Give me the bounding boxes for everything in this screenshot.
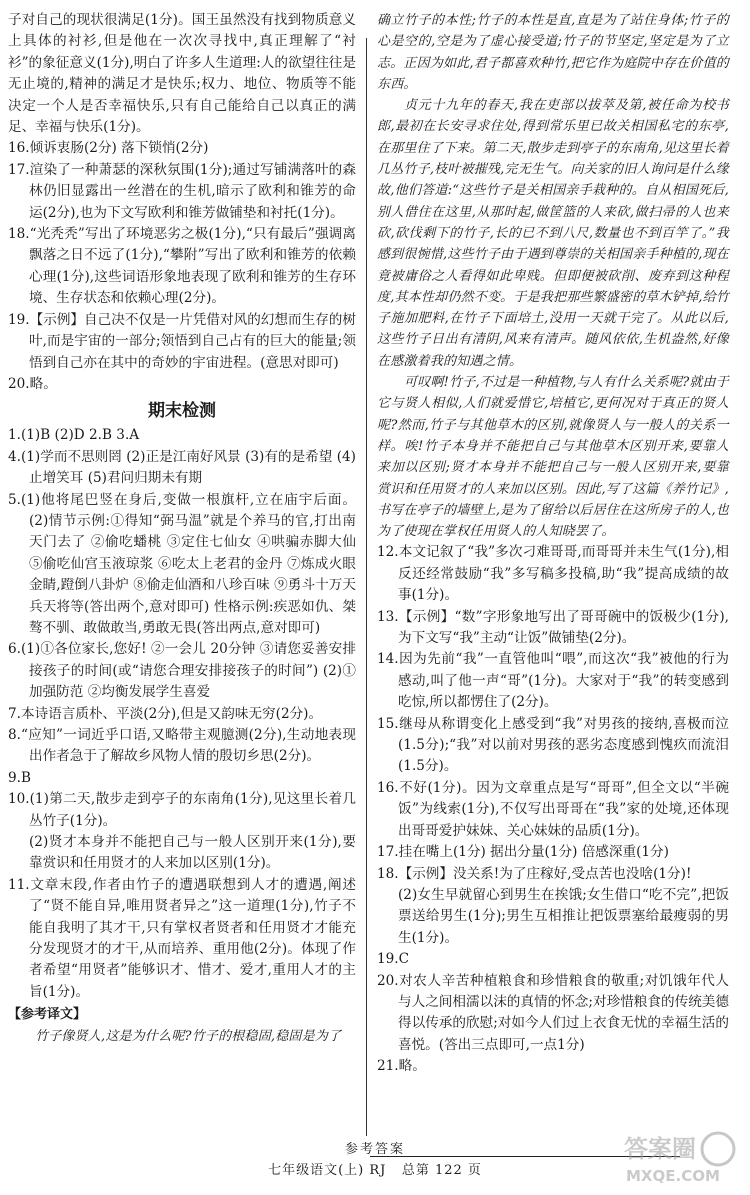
answer-paragraph: 18.“光秃秃”写出了环境恶劣之极(1分),“只有最后”强调离飘落之日不远了(1分),“攀附”写出了欧利和锥芳的依赖心理(1分),这些词语形象地表现了欧利和锥芳的生存环境、生存状态和依赖心理(2分)。 bbox=[8, 226, 356, 307]
section-heading: 期末检测 bbox=[148, 401, 216, 422]
footer-page-number: 总第 122 页 bbox=[401, 1163, 482, 1178]
answer-paragraph: 18.【示例】没关系!为了庄稼好,受点苦也没啥(1分)! bbox=[377, 865, 692, 882]
answer-paragraph: 8.“应知”一词近乎口语,又略带主观臆测(2分),生动地表现出作者急于了解故乡风物人情的殷切乡思(2分)。 bbox=[8, 727, 356, 765]
left-column bbox=[8, 10, 356, 1047]
answer-paragraph: 7.本诗语言质朴、平淡(2分),但是又韵味无穷(2分)。 bbox=[8, 705, 323, 722]
answer-paragraph: 19.【示例】自己决不仅是一片凭借对风的幻想而生存的树叶,而是宇宙的一部分;领悟到自己占有的巨大的能量;领悟到自己亦在其中的奇妙的宇宙进程。(意思对即可) bbox=[8, 311, 356, 371]
answer-paragraph: 1.(1)B (2)D 2.B 3.A bbox=[8, 427, 140, 444]
answer-paragraph: 13.【示例】“数”字形象地写出了哥哥碗中的饭极少(1分),为下文写“我”主动“让饭”做铺垫(2分)。 bbox=[377, 608, 729, 647]
answer-paragraph: 12.本文记叙了“我”多次刁难哥哥,而哥哥并未生气(1分),相反还经常鼓励“我”多写稿多投稿,助“我”提高成绩的故事(1分)。 bbox=[377, 544, 729, 604]
footer-title: 参考答案 bbox=[344, 1142, 405, 1157]
answer-paragraph: 贞元十九年的春天,我在吏部以拔萃及第,被任命为校书郎,最初在长安寻求住处,得到常乐里已故关相国私宅的东亭,在那里住了下来。第二天,散步走到亭子的东南角,见这里长着几丛竹子,枝叶被摧残,完无生气。向关家的旧人询问是什么缘故,他们答道:“这些竹子是关相国亲手栽种的。自从相国死后,别人借住在这里,从那时起,做筐篮的人来砍,做扫帚的人也来砍,砍伐剩下的竹子,长的已不到八尺,数量也不到百竿了。”我感到很惋惜,这些竹子由于遇到尊崇的关相国亲手种植的,现在竟被庸俗之人看得如此卑贱。但即便被砍削、废弃到这种程度,其本性却仍然不变。于是我把那些繁盛密的草木铲掉,给竹子施加肥料,在竹子下面培土,没用一天就干完了。从此以后,这些竹子日出有清阴,风来有清声。随风依依,生机盎然,好像在感激着我的知遇之情。 bbox=[377, 98, 729, 369]
answer-paragraph: (2)女生早就留心到男生在挨饿;女生借口“吃不完”,把饭票送给男生(1分);男生互相推让把饭票塞给最瘦弱的男生(1分)。 bbox=[398, 886, 729, 946]
answer-paragraph: (2)贤才本身并不能把自己与一般人区别开来(1分),要靠赏识和任用贤才的人来加以区别(1分)。 bbox=[29, 834, 356, 872]
answer-paragraph: 14.因为先前“我”一直管他叫“喂”,而这次“我”被他的行为感动,叫了他一声“哥”(1分)。大家对于“我”的转变感到吃惊,所以都愣住了(2分)。 bbox=[377, 651, 729, 711]
footer-book: 七年级语文(上) RJ bbox=[268, 1163, 387, 1178]
svg-text:答案圈: 答案圈 bbox=[624, 1135, 696, 1163]
answer-paragraph: 21.略。 bbox=[377, 1058, 426, 1075]
answer-paragraph: 19.C bbox=[377, 951, 410, 968]
watermark-logo bbox=[620, 1127, 738, 1187]
answer-paragraph: 竹子像贤人,这是为什么呢?竹子的根稳固,稳固是为了 bbox=[35, 1028, 342, 1044]
answer-paragraph: 6.(1)①各位家长,您好! ②一会儿 20分钟 ③请您妥善安排接孩子的时间(或“请您合理安排接孩子的时间”) (2)①加强防范 ②均衡发展学生喜爱 bbox=[8, 641, 356, 701]
answer-paragraph: 子对自己的现状很满足(1分)。国王虽然没有找到物质意义上具体的衬衫,但是他在一次次寻找中,真正理解了“衬衫”的象征意义(1分),明白了许多人生道理:人的欲望往往是无止境的,精神的满足才是快乐;权力、地位、物质等不能决定一个人是否幸福快乐,只有自己能给自己以真正的满足、幸福与快乐(1分)。 bbox=[8, 12, 356, 136]
right-column bbox=[377, 10, 729, 1078]
answer-paragraph: 16.倾诉衷肠(2分) 落下锁悄(2分) bbox=[8, 140, 209, 157]
answer-paragraph: 确立竹子的本性;竹子的本性是直,直是为了站住身体;竹子的心是空的,空是为了虚心接受道;竹子的节坚定,坚定是为了立志。正因为如此,君子都喜欢种竹,把它作为庭院中存在价值的东西。 bbox=[377, 13, 729, 92]
answer-paragraph: 5.(1)他将尾巴竖在身后,变做一根旗杆,立在庙宇后面。 (2)情节示例:①得知“弼马温”就是个养马的官,打出南天门去了 ②偷吃蟠桃 ③定住七仙女 ④哄骗赤脚大仙 ⑤偷吃仙宫玉液琼浆 ⑥吃太上老君的金丹 ⑦炼成火眼金睛,蹬倒八卦炉 ⑧偷走仙酒和八珍百味 ⑨勇斗十万天兵天将等(答出两个,意对即可) 性格示例:疾恶如仇、桀骜不驯、敢做敢当,勇敢无畏(答出两点,意对即可) bbox=[8, 491, 356, 636]
answer-paragraph: 9.B bbox=[8, 769, 31, 786]
column-divider bbox=[366, 38, 367, 1136]
answer-paragraph: 16.不好(1分)。因为文章重点是写“哥哥”,但全文以“半碗饭”为线索(1分),不仅写出哥哥在“我”家的处境,还体现出哥哥爱护妹妹、关心妹妹的品质(1分)。 bbox=[377, 779, 729, 839]
answer-paragraph: 可叹啊!竹子,不过是一种植物,与人有什么关系呢?就由于它与贤人相似,人们就爱惜它,培植它,更何况对于真正的贤人呢?然而,竹子与其他草木的区别,就像贤人与一般人的关系一样。唉!竹子本身并不能把自己与其他草木区别开来,要靠人来加以区别;贤才本身并不能把自己与一般人区别开来,要靠赏识和任用贤才的人来加以区别。因此,写了这篇《养竹记》,书写在亭子的墙壁上,是为了留给以后居住在这所房子的人,也为了使现在掌权任用贤人的人知晓罢了。 bbox=[377, 375, 729, 540]
answer-paragraph: 15.继母从称谓变化上感受到“我”对男孩的接纳,喜极而泣(1.5分);“我”对以前对男孩的恶劣态度感到愧疚而流泪(1.5分)。 bbox=[377, 715, 729, 775]
translation-label: 【参考译文】 bbox=[8, 1007, 87, 1023]
answer-paragraph: 10.(1)第二天,散步走到亭子的东南角(1分),见这里长着几丛竹子(1分)。 bbox=[8, 791, 356, 829]
answer-paragraph: 20.略。 bbox=[8, 375, 57, 392]
answer-paragraph: 4.(1)学而不思则罔 (2)正是江南好风景 (3)有的是希望 (4)止增笑耳 (5)君问归期未有期 bbox=[8, 448, 356, 487]
svg-text:MXQE.COM: MXQE.COM bbox=[626, 1167, 720, 1185]
answer-paragraph: 17.渲染了一种萧瑟的深秋氛围(1分);通过写铺满落叶的森林仍旧显露出一丝潜在的生机,暗示了欧利和锥芳的命运(2分),也为下文写欧利和锥芳做铺垫和衬托(1分)。 bbox=[8, 161, 356, 221]
answer-paragraph: 11.文章末段,作者由竹子的遭遇联想到人才的遭遇,阐述了“贤不能自异,唯用贤者异之”这一道理(1分),竹子不能自我明了其才干,只有掌权者贤者和任用贤才才能充分发现贤才的才干,从而培养、重用他(2分)。体现了作者希望“用贤者”能够识才、惜才、爱才,重用人才的主旨(1分)。 bbox=[8, 876, 356, 1000]
answer-paragraph: 20.对农人辛苦种植粮食和珍惜粮食的敬重;对饥饿年代人与人之间相濡以沫的真情的怀念;对珍惜粮食的传统美德得以传承的欣慰;对如今人们过上衣食无忧的幸福生活的喜悦。(答出三点即可,一点1分) bbox=[377, 972, 729, 1053]
answer-paragraph: 17.挂在嘴上(1分) 据出分量(1分) 倍感深重(1分) bbox=[377, 844, 669, 861]
